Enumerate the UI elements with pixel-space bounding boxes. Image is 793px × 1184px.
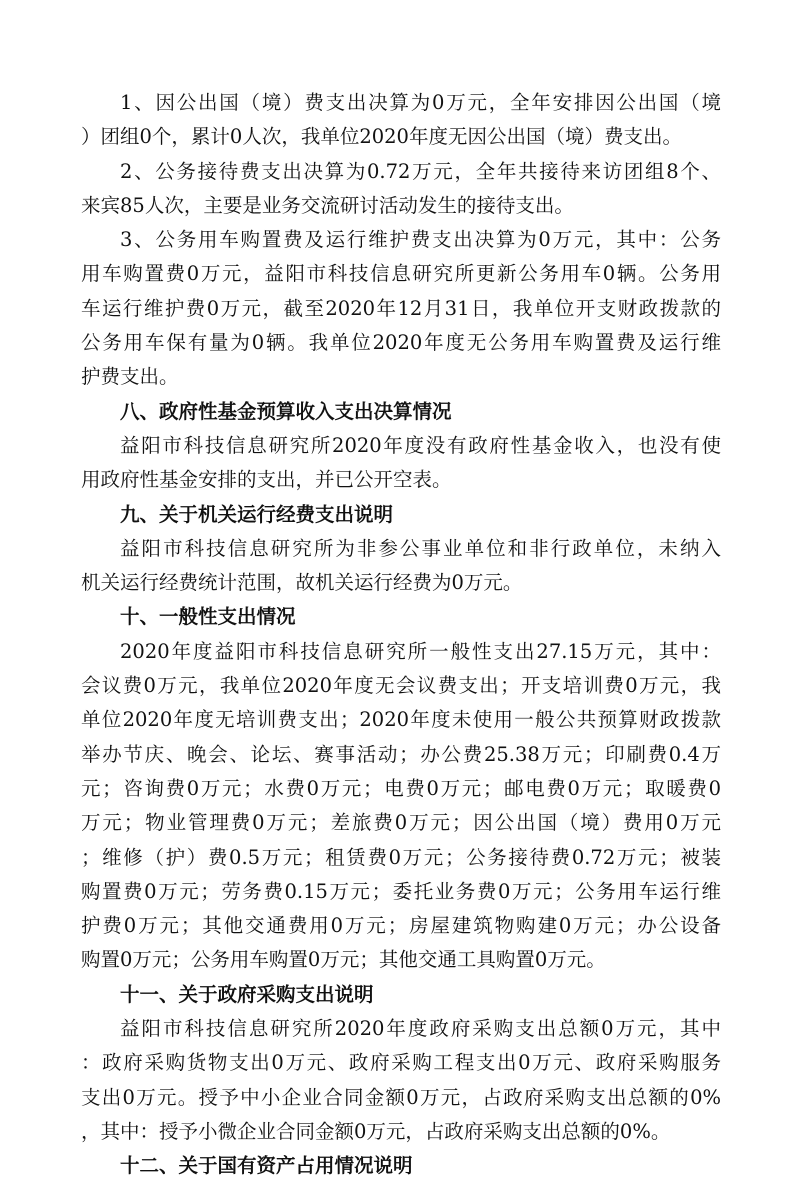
section-heading-11: 十一、关于政府采购支出说明 <box>120 982 374 1006</box>
paragraph-overseas-expense <box>81 86 721 155</box>
text-line: 1、因公出国（境）费支出决算为0万元，全年安排因公出国（境 <box>120 91 721 114</box>
paragraph-operating-expense <box>81 532 721 601</box>
text-line: 益阳市科技信息研究所为非参公事业单位和非行政单位，未纳入 <box>120 536 721 560</box>
text-line: ；维修（护）费0.5万元；租赁费0万元；公务接待费0.72万元；被装 <box>81 845 721 869</box>
text-line: 用车购置费0万元，益阳市科技信息研究所更新公务用车0辆。公务用 <box>81 262 721 286</box>
text-line: 2020年度益阳市科技信息研究所一般性支出27.15万元，其中： <box>120 639 721 663</box>
text-line: 2、公务接待费支出决算为0.72万元，全年共接待来访团组8个、 <box>120 159 721 183</box>
paragraph-government-fund <box>81 429 721 498</box>
text-line: ：政府采购货物支出0万元、政府采购工程支出0万元、政府采购服务 <box>81 1051 721 1075</box>
text-line: 购置费0万元；劳务费0.15万元；委托业务费0万元；公务用车运行维 <box>81 879 721 903</box>
text-line: 车运行维护费0万元，截至2020年12月31日，我单位开支财政拨款的 <box>81 296 721 320</box>
text-line: 来宾85人次，主要是业务交流研讨活动发生的接待支出。 <box>81 193 574 217</box>
section-heading-10: 十、一般性支出情况 <box>120 605 296 629</box>
text-line: 单位2020年度无培训费支出；2020年度未使用一般公共预算财政拨款 <box>81 708 721 732</box>
text-line: 护费支出。 <box>81 365 179 389</box>
text-line: 万元；物业管理费0万元；差旅费0万元；因公出国（境）费用0万元 <box>81 811 721 835</box>
paragraph-reception-expense <box>81 155 721 224</box>
paragraph-general-expense <box>81 635 721 978</box>
document-page <box>81 86 721 1184</box>
text-line: 购置0万元；公务用车购置0万元；其他交通工具购置0万元。 <box>81 948 606 972</box>
text-line: 用政府性基金安排的支出，并已公开空表。 <box>81 468 452 492</box>
text-line: 护费0万元；其他交通费用0万元；房屋建筑物购建0万元；办公设备 <box>81 914 721 938</box>
paragraph-procurement <box>81 1012 721 1149</box>
text-line: 举办节庆、晚会、论坛、赛事活动；办公费25.38万元；印刷费0.4万 <box>81 742 721 766</box>
paragraph-vehicle-expense <box>81 223 721 394</box>
text-line: ）团组0个，累计0人次，我单位2020年度无因公出国（境）费支出。 <box>81 125 682 149</box>
section-heading-8: 八、政府性基金预算收入支出决算情况 <box>120 399 452 423</box>
text-line: 益阳市科技信息研究所2020年度政府采购支出总额0万元，其中 <box>120 1017 721 1041</box>
text-line: 公务用车保有量为0辆。我单位2020年度无公务用车购置费及运行维 <box>81 331 721 355</box>
section-heading-9: 九、关于机关运行经费支出说明 <box>120 502 394 526</box>
text-line: 会议费0万元，我单位2020年度无会议费支出；开支培训费0万元，我 <box>81 674 721 698</box>
text-line: 3、公务用车购置费及运行维护费支出决算为0万元，其中：公务 <box>120 228 721 252</box>
text-line: 益阳市科技信息研究所2020年度没有政府性基金收入，也没有使 <box>120 433 721 457</box>
text-line: 机关运行经费统计范围，故机关运行经费为0万元。 <box>81 571 523 595</box>
text-line: ，其中：授予小微企业合同金额0万元，占政府采购支出总额的0%。 <box>81 1119 671 1143</box>
section-heading-12: 十二、关于国有资产占用情况说明 <box>120 1154 413 1178</box>
text-line: 支出0万元。授予中小企业合同金额0万元，占政府采购支出总额的0% <box>81 1085 721 1109</box>
text-line: 元；咨询费0万元；水费0万元；电费0万元；邮电费0万元；取暖费0 <box>81 776 721 800</box>
